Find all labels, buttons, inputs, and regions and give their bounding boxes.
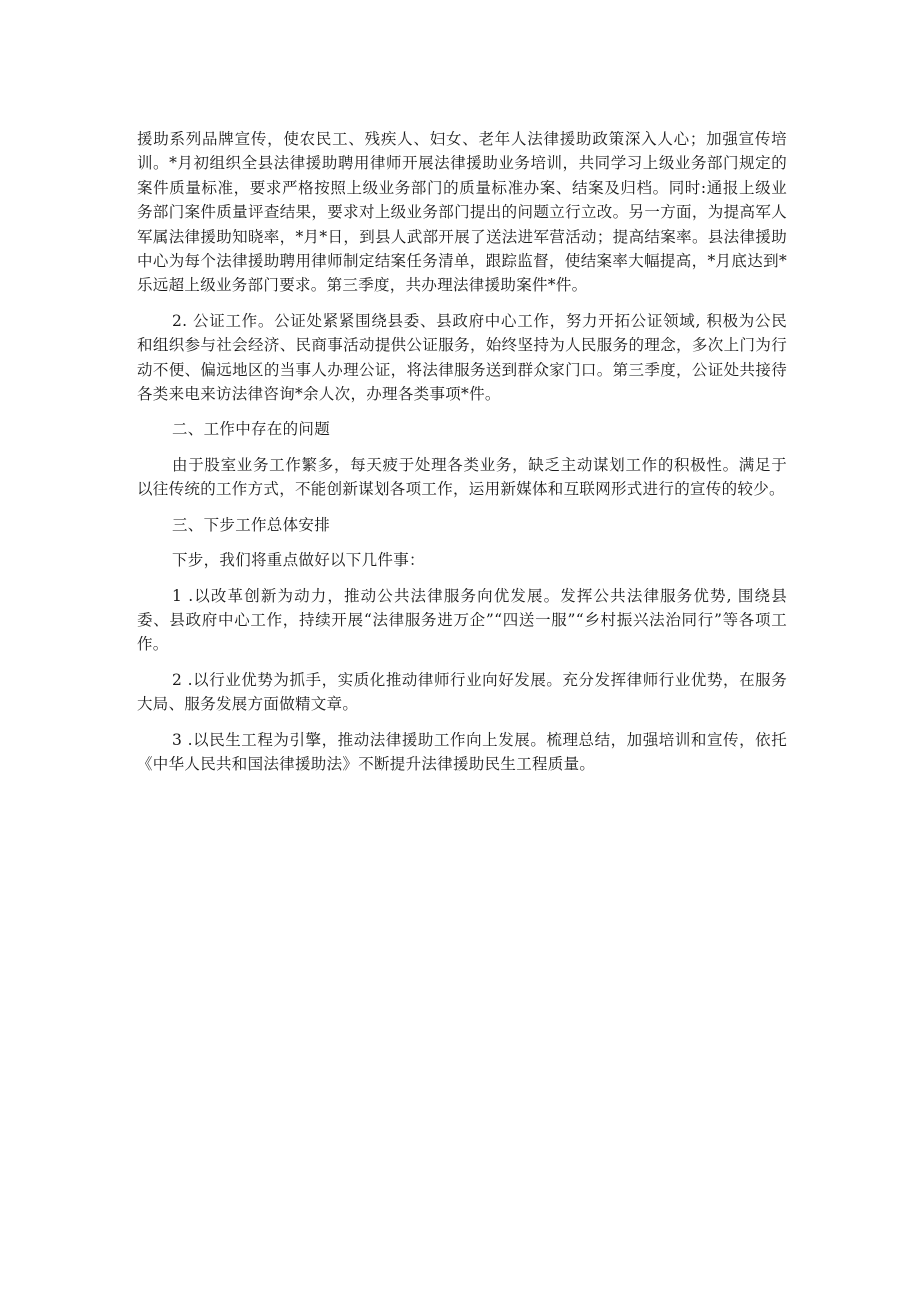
document-page: [137, 127, 787, 776]
paragraph-next-steps-intro: 下步，我们将重点做好以下几件事：: [172, 551, 425, 570]
list-item-1: 1 .以改革创新为动力，推动公共法律服务向优发展。发挥公共法律服务优势, 围绕县委、县政府中心工作，持续开展“法律服务进万企”“四送一服”“乡村振兴法治同行”等各项工作。: [137, 586, 787, 654]
paragraph-legal-aid-continued: 援助系列品牌宣传，使农民工、残疾人、妇女、老年人法律援助政策深入人心；加强宣传培训。*月初组织全县法律援助聘用律师开展法律援助业务培训，共同学习上级业务部门规定的案件质量标准，要求严格按照上级业务部门的质量标准办案、结案及归档。同时:通报上级业务部门案件质量评查结果，要求对上级业务部门提出的问题立行立改。另一方面，为提高军人军属法律援助知晓率，*月*日，到县人武部开展了送法进军营活动；提高结案率。县法律援助中心为每个法律援助聘用律师制定结案任务清单，跟踪监督，使结案率大幅提高，*月底达到*乐远超上级业务部门要求。第三季度，共办理法律援助案件*件。: [137, 130, 787, 295]
paragraph-problems: 由于股室业务工作繁多，每天疲于处理各类业务，缺乏主动谋划工作的积极性。满足于以往传统的工作方式，不能创新谋划各项工作，运用新媒体和互联网形式进行的宣传的较少。: [137, 455, 787, 499]
section-heading-next-steps: 三、下步工作总体安排: [172, 515, 331, 534]
list-item-3: 3 .以民生工程为引擎，推动法律援助工作向上发展。梳理总结，加强培训和宣传，依托《中华人民共和国法律援助法》不断提升法律援助民生工程质量。: [137, 730, 787, 773]
list-item-2: 2 .以行业优势为抓手，实质化推动律师行业向好发展。充分发挥律师行业优势，在服务大局、服务发展方面做精文章。: [137, 670, 787, 714]
paragraph-notary-work: 2. 公证工作。公证处紧紧围绕县委、县政府中心工作，努力开拓公证领域, 积极为公民和组织参与社会经济、民商事活动提供公证服务，始终坚持为人民服务的理念，多次上门为行动不便、偏远地区的当事人办理公证，将法律服务送到群众家门口。第三季度，公证处共接待各类来电来访法律咨询*余人次，办理各类事项*件。: [137, 311, 787, 404]
section-heading-problems: 二、工作中存在的问题: [172, 420, 331, 439]
